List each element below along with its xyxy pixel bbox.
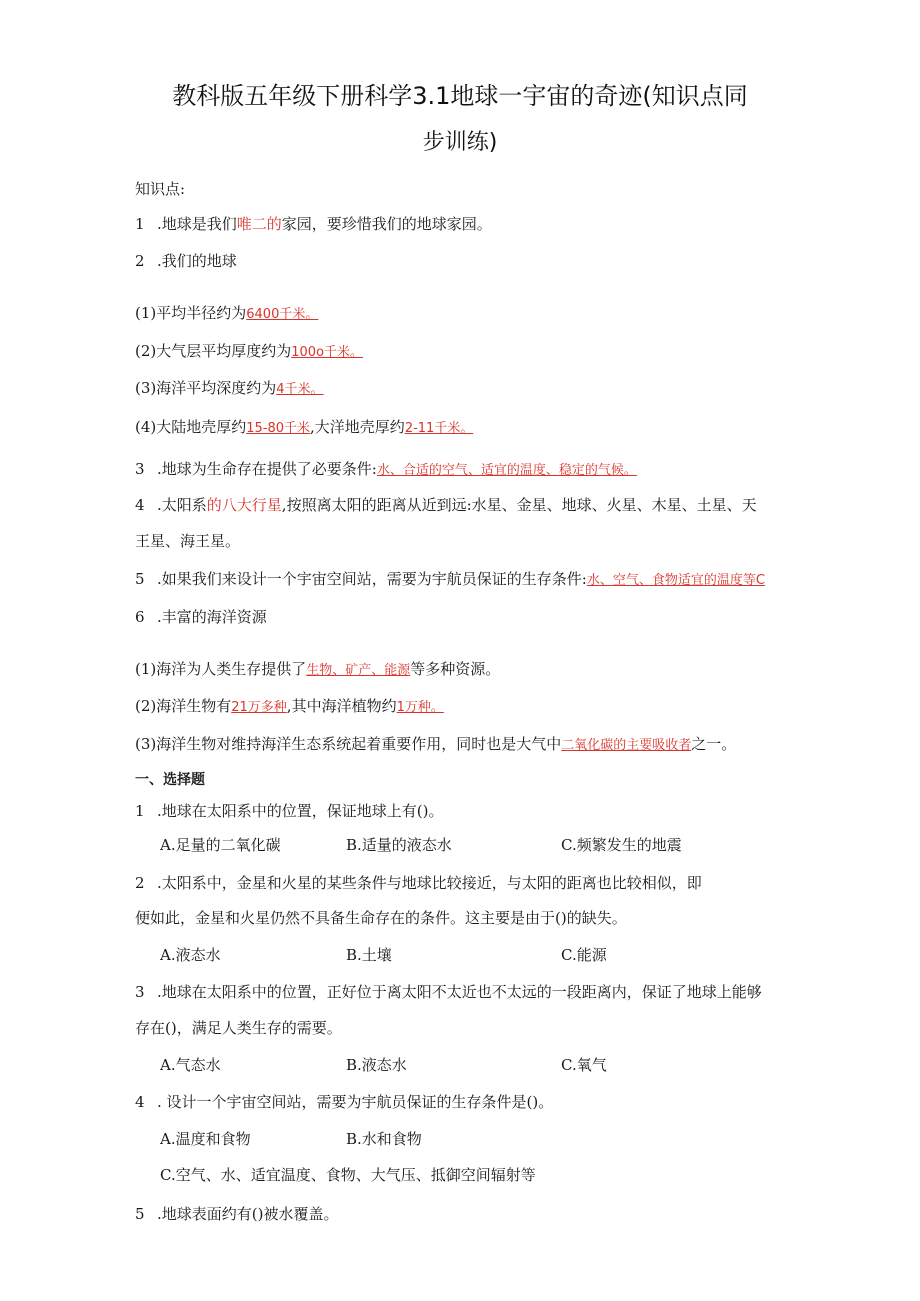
knowledge-point-3: 3 .地球为生命存在提供了必要条件:水、合适的空气、适宜的温度、稳定的气候。 <box>135 460 637 478</box>
knowledge-point-1: 1 .地球是我们唯二的家园，要珍惜我们的地球家园。 <box>135 215 492 233</box>
question-1-option-b: B.适量的液态水 <box>346 836 452 854</box>
question-2-option-a: A.液态水 <box>160 946 221 964</box>
knowledge-point-2: 2 .我们的地球 <box>135 252 237 270</box>
question-3-option-c: C.氧气 <box>561 1056 607 1074</box>
question-4-option-a: A.温度和食物 <box>160 1130 251 1148</box>
question-3-continued: 存在()，满足人类生存的需要。 <box>135 1019 342 1037</box>
knowledge-point-6: 6 .丰富的海洋资源 <box>135 608 267 626</box>
knowledge-point-4-continued: 王星、海王星。 <box>135 532 241 550</box>
question-3-option-a: A.气态水 <box>160 1056 221 1074</box>
document-title-line-2: 步训练) <box>422 130 498 155</box>
question-1-option-a: A.足量的二氧化碳 <box>160 836 281 854</box>
knowledge-point-4: 4 .太阳系的八大行星,按照离太阳的距离从近到远:水星、金星、地球、火星、木星、土星、天 <box>135 496 757 514</box>
question-2: 2 .太阳系中，金星和火星的某些条件与地球比较接近，与太阳的距离也比较相似，即 <box>135 874 702 892</box>
question-2-continued: 便如此，金星和火星仍然不具备生命存在的条件。这主要是由于()的缺失。 <box>135 909 627 927</box>
question-2-option-c: C.能源 <box>561 946 607 964</box>
question-4-option-b: B.水和食物 <box>346 1130 422 1148</box>
question-3: 3 .地球在太阳系中的位置，正好位于离太阳不太近也不太远的一段距离内，保证了地球上能够 <box>135 983 762 1001</box>
knowledge-point-2-3: (3)海洋平均深度约为4千米。 <box>135 379 324 397</box>
knowledge-point-2-1: (1)平均半径约为6400千米。 <box>135 304 319 322</box>
question-4: 4 . 设计一个宇宙空间站，需要为宇航员保证的生存条件是()。 <box>135 1093 554 1111</box>
knowledge-point-2-4: (4)大陆地壳厚约15-80千米,大洋地壳厚约2-11千米。 <box>135 418 474 436</box>
section-heading-multiple-choice: 一、选择题 <box>135 772 205 788</box>
knowledge-heading: 知识点: <box>135 180 186 198</box>
question-4-option-c: C.空气、水、适宜温度、食物、大气压、抵御空间辐射等 <box>160 1166 536 1184</box>
question-5: 5 .地球表面约有()被水覆盖。 <box>135 1205 339 1223</box>
knowledge-point-6-1: (1)海洋为人类生存提供了生物、矿产、能源等多种资源。 <box>135 660 501 678</box>
document-title-line-1: 教科版五年级下册科学3.1地球一宇宙的奇迹(知识点同 <box>172 82 748 110</box>
knowledge-point-6-2: (2)海洋生物有21万多种,其中海洋植物约1万种。 <box>135 697 444 715</box>
knowledge-point-6-3: (3)海洋生物对维持海洋生态系统起着重要作用，同时也是大气中二氧化碳的主要吸收者之一。 <box>135 735 737 753</box>
question-3-option-b: B.液态水 <box>346 1056 407 1074</box>
knowledge-point-2-2: (2)大气层平均厚度约为100o千米。 <box>135 342 364 360</box>
question-2-option-b: B.土壤 <box>346 946 392 964</box>
knowledge-point-5: 5 .如果我们来设计一个宇宙空间站，需要为宇航员保证的生存条件:水、空气、食物适宜的温度等C <box>135 570 765 588</box>
question-1: 1 .地球在太阳系中的位置，保证地球上有()。 <box>135 802 444 820</box>
question-1-option-c: C.频繁发生的地震 <box>561 836 682 854</box>
